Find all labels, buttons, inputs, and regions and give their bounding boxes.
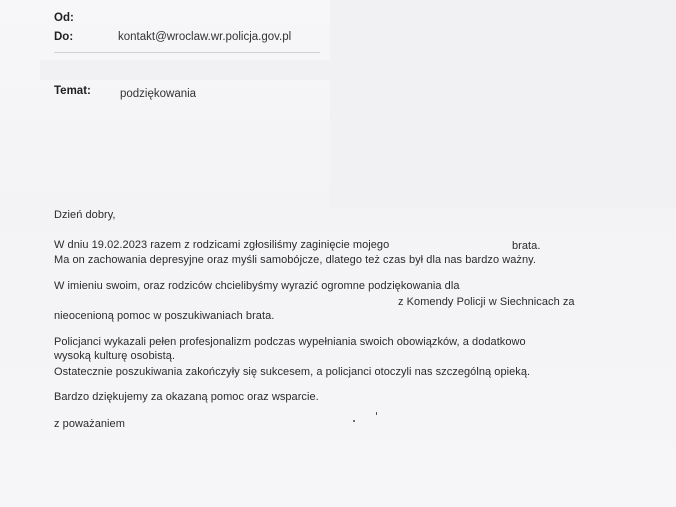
paragraph-3-line-3: Ostatecznie poszukiwania zakończyły się sukcesem, a policjanci otoczyli nas szczególną opieką. (54, 366, 531, 378)
subject-value: podziękowania (120, 88, 197, 100)
scan-speck (376, 412, 377, 415)
to-email-value: kontakt@wroclaw.wr.policja.gov.pl (118, 31, 292, 43)
closing-text: z poważaniem (54, 418, 125, 430)
paragraph-1-line-1: W dniu 19.02.2023 razem z rodzicami zgłosiliśmy zaginięcie mojego (54, 239, 390, 251)
paragraph-2-line-2: z Komendy Policji w Siechnicach za (398, 296, 575, 308)
paragraph-1-line-1-end: brata. (512, 240, 541, 252)
paragraph-3-line-1: Policjanci wykazali pełen profesjonalizm podczas wypełniania swoich obowiązków, a dodatkowo (54, 336, 526, 348)
paragraph-4: Bardzo dziękujemy za okazaną pomoc oraz wsparcie. (54, 391, 319, 403)
paragraph-3-line-2: wysoką kulturę osobistą. (54, 350, 176, 362)
redaction-block-header (330, 0, 676, 208)
greeting-text: Dzień dobry, (54, 209, 116, 221)
header-divider (54, 52, 320, 53)
paragraph-2-line-1: W imieniu swoim, oraz rodziców chcielibyśmy wyrazić ogromne podziękowania dla (54, 280, 460, 292)
redaction-block-subject (40, 60, 330, 80)
to-label: Do: (54, 31, 74, 43)
scan-speck (353, 420, 355, 422)
paragraph-1-line-2: Ma on zachowania depresyjne oraz myśli samobójcze, dlatego też czas był dla nas bardzo ważny. (54, 254, 536, 266)
from-label: Od: (54, 12, 74, 24)
paragraph-2-line-3: nieocenioną pomoc w poszukiwaniach brata. (54, 310, 275, 322)
subject-label: Temat: (54, 85, 91, 97)
